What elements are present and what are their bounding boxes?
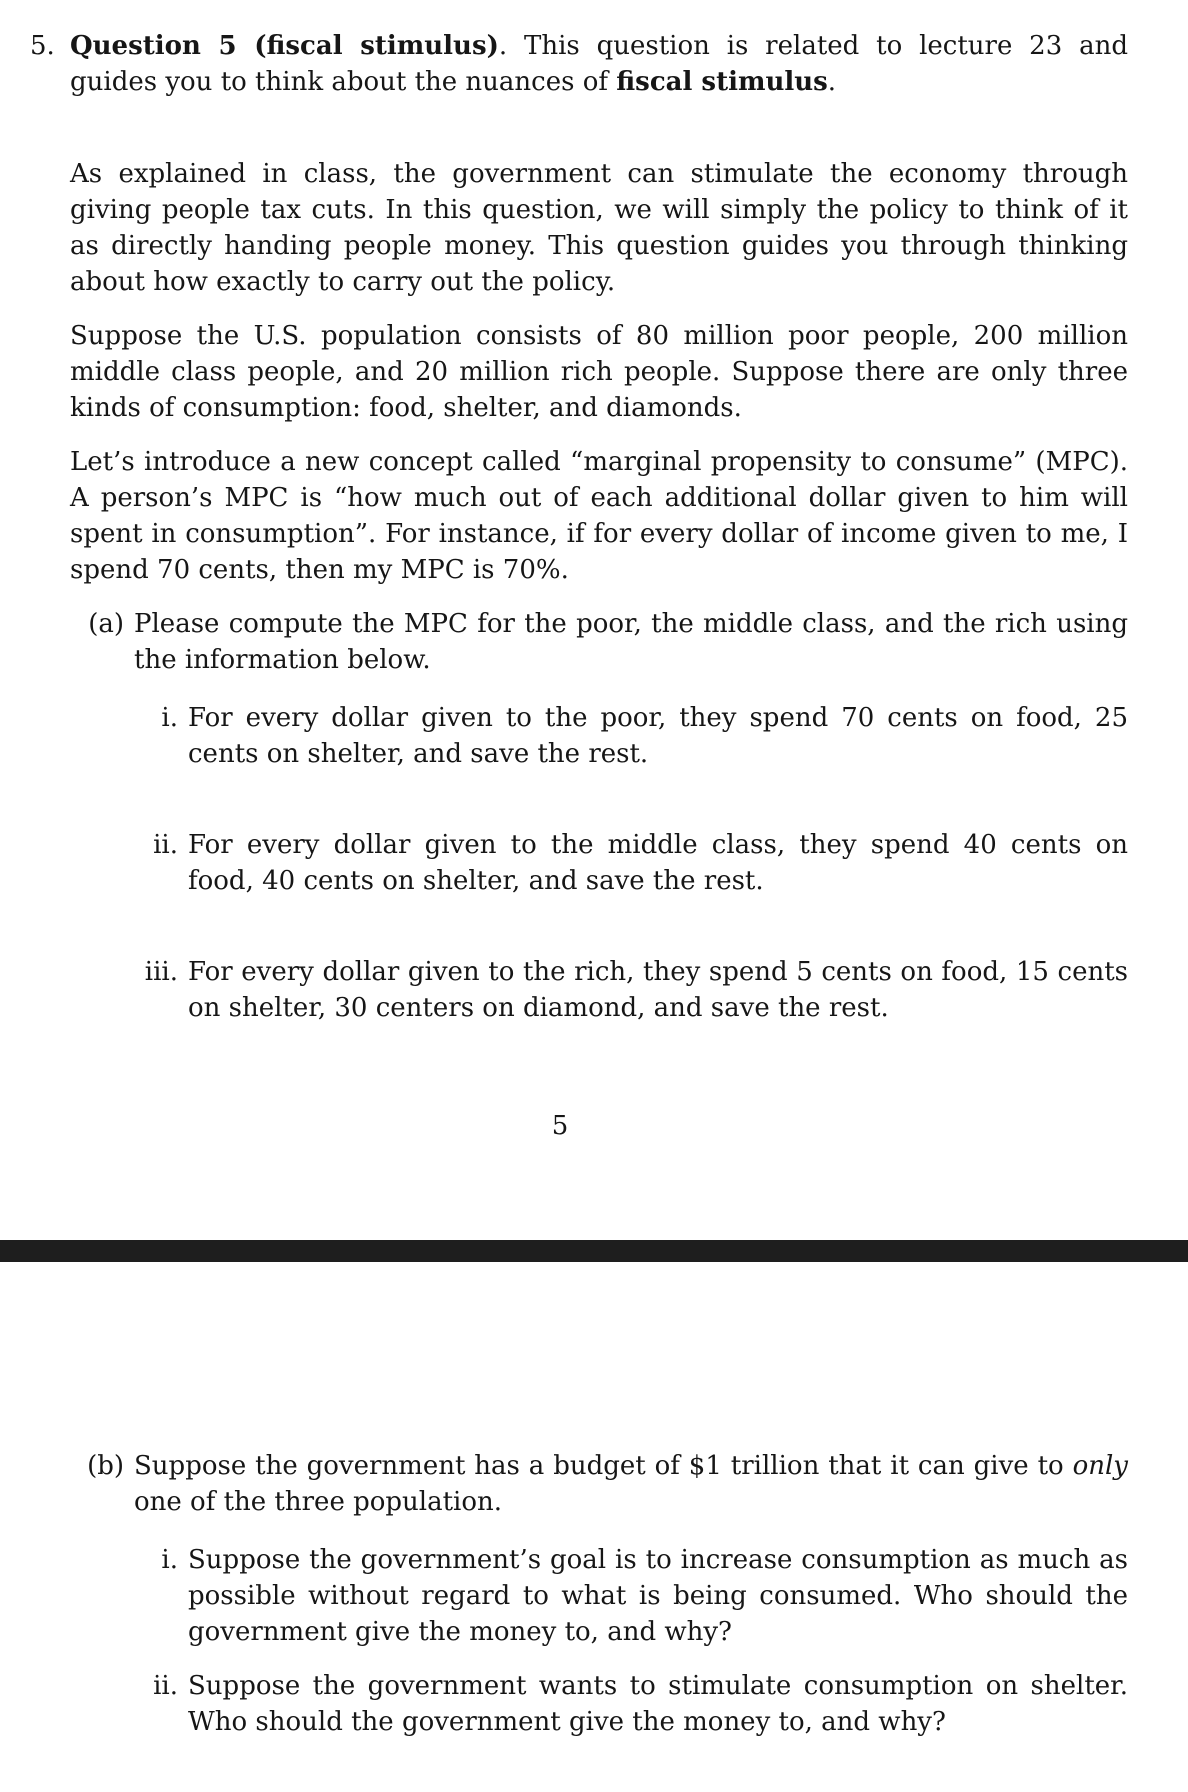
paragraph-mpc: Let’s introduce a new concept called “marginal propensity to consume” (MPC). A person’s MPC is “how much out of each additional dollar given to him will spent in consumption”. For instance, if for every dollar of income given to me, I spend 70 cents, then my MPC is 70%. (70, 447, 1128, 585)
question-intro: Question 5 (fiscal stimulus). This question is related to lecture 23 and guides you to think about the nuances of fiscal stimulus. (70, 31, 1128, 97)
list-item: ii. Suppose the government wants to stimulate consumption on shelter. Who should the government give the money to, and why? (153, 1671, 1128, 1737)
question-number: 5. (30, 31, 55, 61)
part-a-text: Please compute the MPC for the poor, the middle class, and the rich using the information below. (134, 609, 1128, 675)
list-item: i. Suppose the government’s goal is to increase consumption as much as possible without regard to what is being consumed. Who should the government give the money to, and why? (161, 1545, 1128, 1647)
list-item: iii. For every dollar given to the rich, they spend 5 cents on food, 15 cents on shelter, 30 centers on diamond, and save the rest. (144, 957, 1128, 1023)
part-a-label: (a) (88, 609, 124, 639)
question-header (30, 28, 1128, 100)
paragraph-population: Suppose the U.S. population consists of 80 million poor people, 200 million middle class people, and 20 million rich people. Suppose there are only three kinds of consumption: food, shelter, and diamonds. (70, 321, 1128, 423)
part-a (88, 606, 1128, 678)
list-item: i. For every dollar given to the poor, they spend 70 cents on food, 25 cents on shelter, and save the rest. (161, 703, 1128, 769)
page-number: 5 (551, 1111, 569, 1141)
part-b-text: Suppose the government has a budget of $1 trillion that it can give to only one of the three population. (134, 1451, 1128, 1517)
key-term: fiscal stimulus (616, 67, 828, 97)
part-b (87, 1448, 1128, 1520)
list-item: ii. For every dollar given to the middle class, they spend 40 cents on food, 40 cents on shelter, and save the rest. (153, 830, 1128, 896)
question-title: Question 5 (fiscal stimulus) (70, 31, 499, 61)
part-b-label: (b) (87, 1451, 124, 1481)
page-divider (0, 1240, 1188, 1262)
paragraph-intro: As explained in class, the government can stimulate the economy through giving people tax cuts. In this question, we will simply the policy to think of it as directly handing people money. This question guides you through thinking about how exactly to carry out the policy. (70, 159, 1128, 297)
